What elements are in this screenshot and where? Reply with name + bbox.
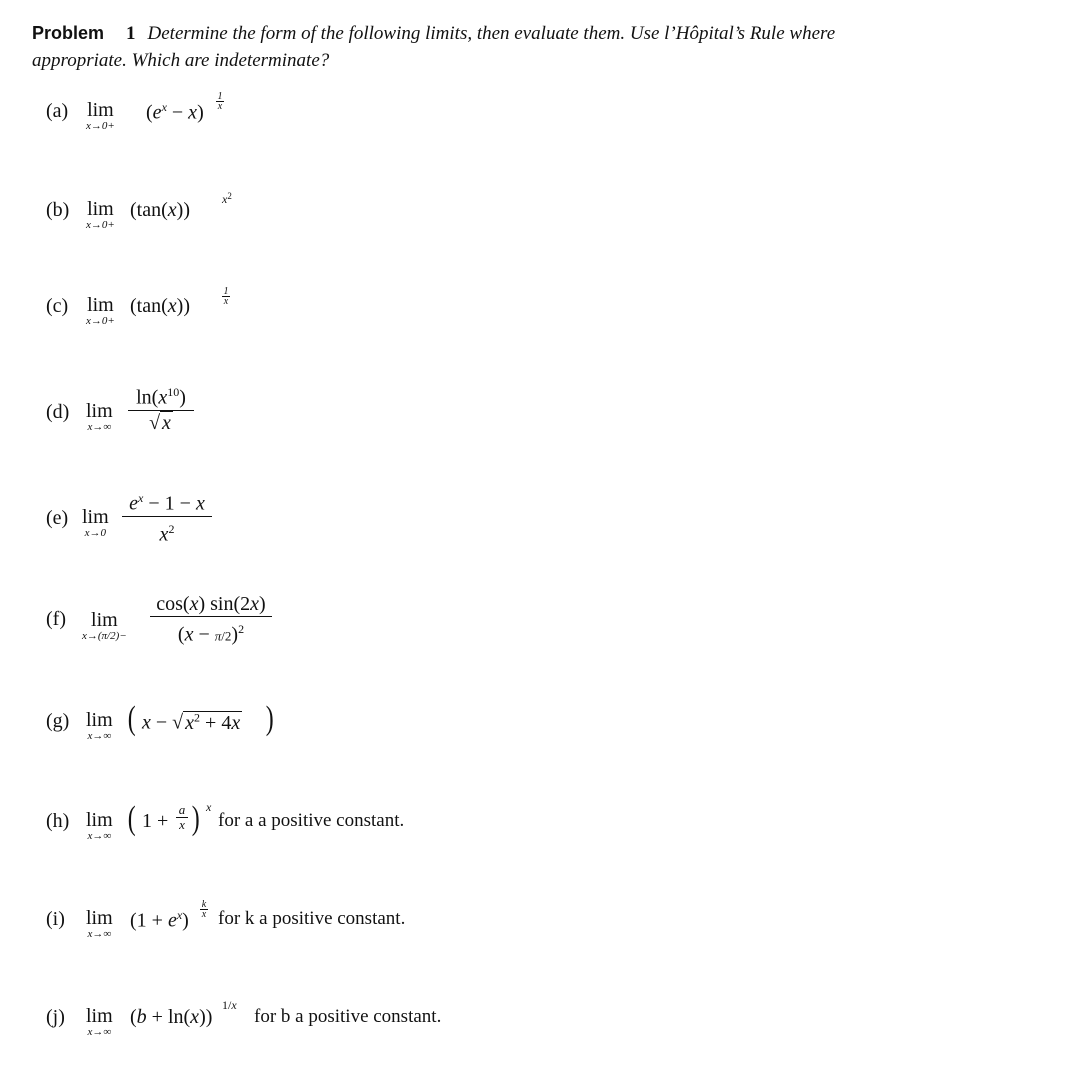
lim-subscript: x→∞	[87, 1026, 112, 1038]
part-g-expression: x − √ $x^2 + 4x$	[142, 710, 241, 734]
instruction-line-2: appropriate. Which are indeterminate?	[32, 50, 330, 71]
part-h-label: (h)	[46, 810, 70, 832]
part-b-base: (tan(x))	[130, 199, 190, 221]
lim-word: lim	[86, 1005, 113, 1027]
part-i-exponent: k x	[201, 899, 207, 920]
part-e-label: (e)	[46, 507, 69, 529]
part-e-numerator: $e^x - 1 - x$	[129, 491, 205, 515]
part-i-label: (i)	[46, 908, 65, 930]
left-paren: (	[127, 700, 136, 737]
lim-subscript: x→∞	[87, 830, 112, 842]
lim-word: lim	[87, 99, 114, 121]
part-d-fraction	[128, 380, 194, 435]
part-i-base: $(1 + e^x)$	[130, 908, 189, 932]
part-f-limit	[82, 610, 127, 642]
lim-word: lim	[87, 294, 114, 316]
lim-word: lim	[91, 609, 118, 631]
part-d-limit	[86, 401, 113, 433]
lim-subscript: x→(π/2)−	[82, 630, 127, 642]
part-f-fraction	[150, 592, 272, 649]
part-f-numerator: cos(x) sin(2x)	[156, 593, 266, 615]
part-e-limit	[82, 507, 109, 539]
part-j-exponent: 1/x	[222, 998, 237, 1012]
part-f-label: (f)	[46, 608, 66, 630]
part-a-exponent: 1 x	[217, 91, 223, 112]
lim-word: lim	[86, 907, 113, 929]
problem-keyword: Problem	[32, 23, 105, 43]
problem-number: 1	[126, 23, 136, 44]
left-paren: (	[127, 800, 136, 837]
part-e-denominator: $x^2$	[159, 521, 175, 546]
part-a-label: (a)	[46, 100, 69, 122]
part-j-note: for b a positive constant.	[254, 1006, 442, 1027]
part-i-note: for k a positive constant.	[218, 908, 406, 929]
lim-subscript: x→0+	[86, 120, 115, 132]
lim-word: lim	[86, 400, 113, 422]
part-j-limit	[86, 1006, 113, 1038]
part-h-fraction: a x	[176, 803, 188, 832]
lim-subscript: x→0	[84, 527, 107, 539]
part-c-limit	[86, 295, 115, 327]
part-c-label: (c)	[46, 295, 69, 317]
part-e-fraction	[122, 486, 212, 546]
lim-subscript: x→∞	[87, 730, 112, 742]
right-paren: )	[191, 800, 200, 837]
problem-statement	[32, 20, 1032, 74]
lim-word: lim	[86, 709, 113, 731]
part-h-one-plus: 1 +	[142, 810, 169, 832]
part-b-limit	[86, 199, 115, 231]
part-g-limit	[86, 710, 113, 742]
part-j-base: (b + ln(x))	[130, 1006, 213, 1028]
part-c-exponent: 1 x	[223, 286, 229, 307]
part-g-label: (g)	[46, 710, 70, 732]
lim-subscript: x→0+	[86, 219, 115, 231]
part-h-note: for a a positive constant.	[218, 810, 405, 831]
lim-subscript: x→∞	[87, 421, 112, 433]
part-f-denominator: $(x - \pi/2)^2$	[177, 622, 245, 646]
part-b-exponent: $x^2$	[222, 191, 232, 206]
part-b-label: (b)	[46, 199, 70, 221]
part-d-denominator: √ x	[149, 411, 171, 434]
part-i-limit	[86, 908, 113, 940]
part-d-numerator: $\ln(x^{10})$	[136, 385, 186, 409]
right-paren: )	[265, 700, 274, 737]
part-a-base: $(e^x - x)$	[146, 100, 204, 124]
lim-word: lim	[86, 809, 113, 831]
part-h-exponent: x	[206, 800, 212, 814]
part-j-label: (j)	[46, 1006, 65, 1028]
part-c-base: (tan(x))	[130, 295, 190, 317]
lim-subscript: x→∞	[87, 928, 112, 940]
lim-word: lim	[87, 198, 114, 220]
lim-subscript: x→0+	[86, 315, 115, 327]
part-h-limit	[86, 810, 113, 842]
instruction-line-1: Determine the form of the following limits, then evaluate them. Use l’Hôpital’s Rule where	[147, 23, 836, 44]
lim-word: lim	[82, 506, 109, 528]
part-d-label: (d)	[46, 401, 70, 423]
part-a-limit	[86, 100, 115, 132]
